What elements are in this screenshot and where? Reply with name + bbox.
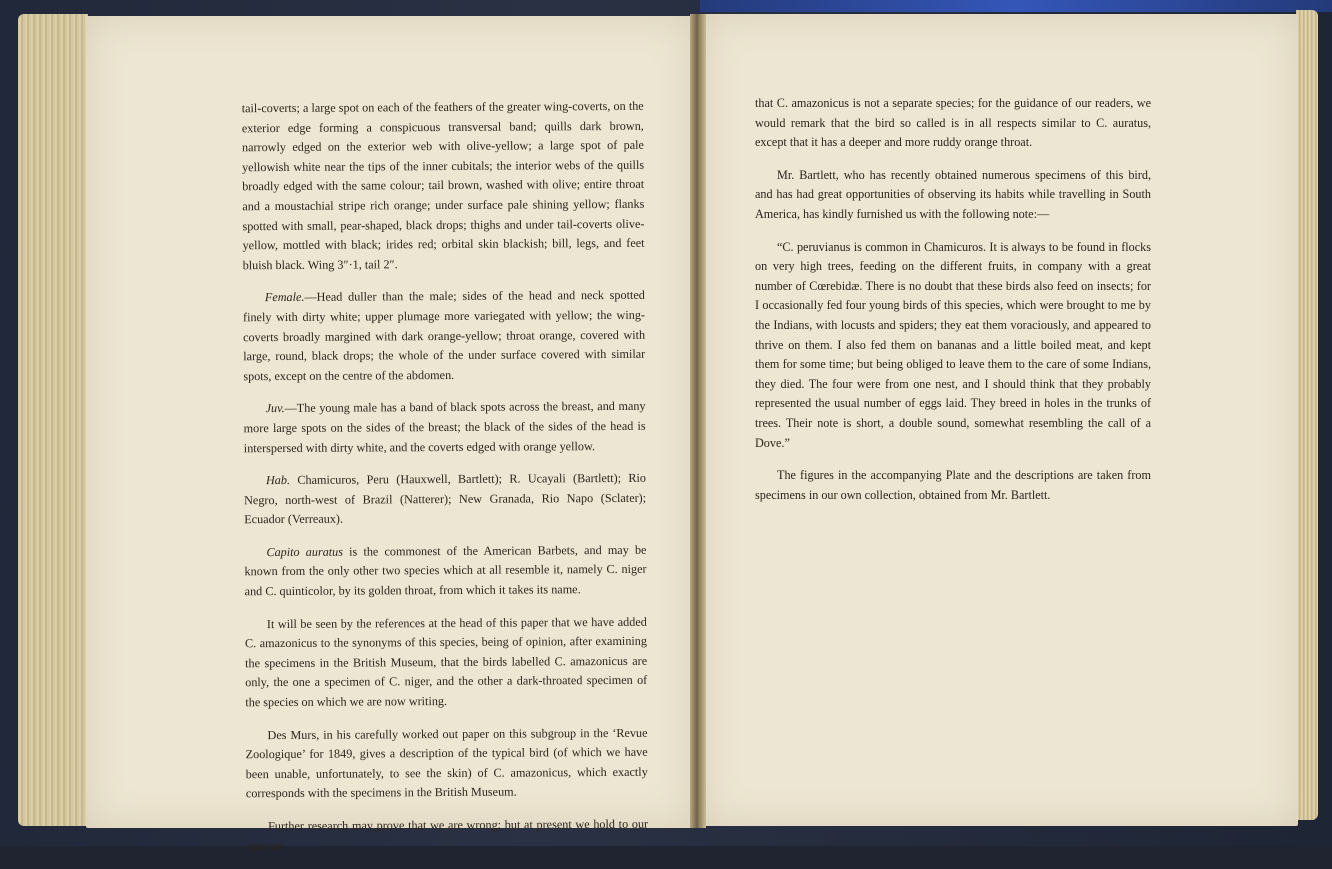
book-gutter — [690, 14, 706, 828]
left-paragraph-female — [243, 286, 646, 386]
juvenile-description: —The young male has a band of black spots across the breast, and many more large spots on the sides of the breast; the black of the sides of the head is interspersed with dirty white, and the coverts edged with orange yellow. — [243, 399, 646, 455]
habitat-label: Hab. — [265, 473, 291, 488]
habitat-description: Chamicuros, Peru (Hauxwell, Bartlett); R. Ucayali (Bartlett); Rio Negro, north-west of Brazil (Natterer); New Granada, Rio Napo (Sclater); Ecuador (Verreaux). — [244, 470, 647, 527]
species-name: Capito auratus — [266, 544, 344, 559]
right-paragraph-quote: “C. peruvianus is common in Chamicuros. It is always to be found in flocks on very high trees, feeding on the different fruits, in company with a great number of Cœrebidæ. There is no doubt that these birds also feed on insects; for I occasionally fed four young birds of this species, which were brought to me by the Indians, with locusts and spiders; they eat them voraciously, and appeared to thrive on them. I also fed them on bananas and a little boiled meat, and kept them for some time; but being obliged to leave them to the care of some Indians, they died. The four were from one nest, and I should think that they probably represented the usual number of eggs laid. They breed in holes in the trunks of trees. Their note is short, a double sound, somewhat resembling the call of a Dove.” — [755, 239, 1151, 450]
cover-blue-strip — [700, 0, 1332, 12]
right-paragraph-figures: The figures in the accompanying Plate and the descriptions are taken from specimens in our own collection, obtained from Mr. Bartlett. — [755, 468, 1151, 502]
female-description: —Head duller than the male; sides of the head and neck spotted finely with dirty white; upper plumage more variegated with yellow; the wing-coverts broadly margined with dark orange-yellow; throat orange, covered with large, round, black drops; the whole of the under surface covered with similar spots, except on the centre of the abdomen. — [242, 288, 646, 383]
left-page-edges — [18, 14, 88, 826]
left-paragraph-juvenile — [243, 397, 645, 458]
left-paragraph-habitat — [244, 469, 646, 530]
left-paragraph-synonyms: It will be seen by the references at the head of this paper that we have added C. amazonicus to the synonyms of this species, being of opinion, after examining the specimens in the British Museum, that the birds labelled C. amazonicus are only, the one a specimen of C. niger, and the other a dark-throated specimen of the species on which we are now writing. — [244, 614, 648, 710]
right-page-edges — [1296, 10, 1318, 820]
female-label: Female. — [264, 290, 305, 305]
right-paragraph-1: that C. amazonicus is not a separate species; for the guidance of our readers, we would remark that the bird so called is in all respects similar to C. auratus, except that it has a deeper and more ruddy orange throat. — [755, 96, 1151, 150]
left-page-text — [242, 97, 649, 869]
right-page-text — [755, 94, 1151, 518]
juvenile-label: Juv. — [265, 401, 285, 416]
left-paragraph-1: tail-coverts; a large spot on each of the feathers of the greater wing-coverts, on the exterior edge forming a conspicuous transversal band; quills dark brown, narrowly edged on the exterior web with olive-yellow; a large spot of pale yellowish white near the tips of the inner cubitals; the interior webs of the quills broadly edged with the same colour; tail brown, washed with olive; entire throat and a moustachial stripe rich orange; under surface pale shining yellow; flanks spotted with small, pear-shaped, black drops; thighs and under tail-coverts olive-yellow, mottled with black; irides red; orbital skin blackish; bill, legs, and feet bluish black. Wing 3″·1, tail 2″. — [241, 98, 645, 272]
species-description: is the commonest of the American Barbets, and may be known from the only other two species which at all resemble it, namely C. niger and C. quinticolor, by its golden throat, from which it takes its name. — [244, 542, 647, 599]
left-paragraph-des-murs: Des Murs, in his carefully worked out paper on this subgroup in the ‘Revue Zoologique’ for 1849, gives a description of the typical bird (of which we have been unable, unfortunately, to see the skin) of C. amazonicus, which exactly corresponds with the specimens in the British Museum. — [245, 725, 648, 801]
right-paragraph-bartlett: Mr. Bartlett, who has recently obtained numerous specimens of this bird, and has had great opportunities of observing its habits while travelling in South America, has kindly furnished us with the following note:— — [755, 167, 1151, 221]
left-paragraph-species — [244, 541, 646, 602]
left-paragraph-further: Further research may prove that we are wrong; but at present we hold to our opinion — [246, 816, 649, 853]
